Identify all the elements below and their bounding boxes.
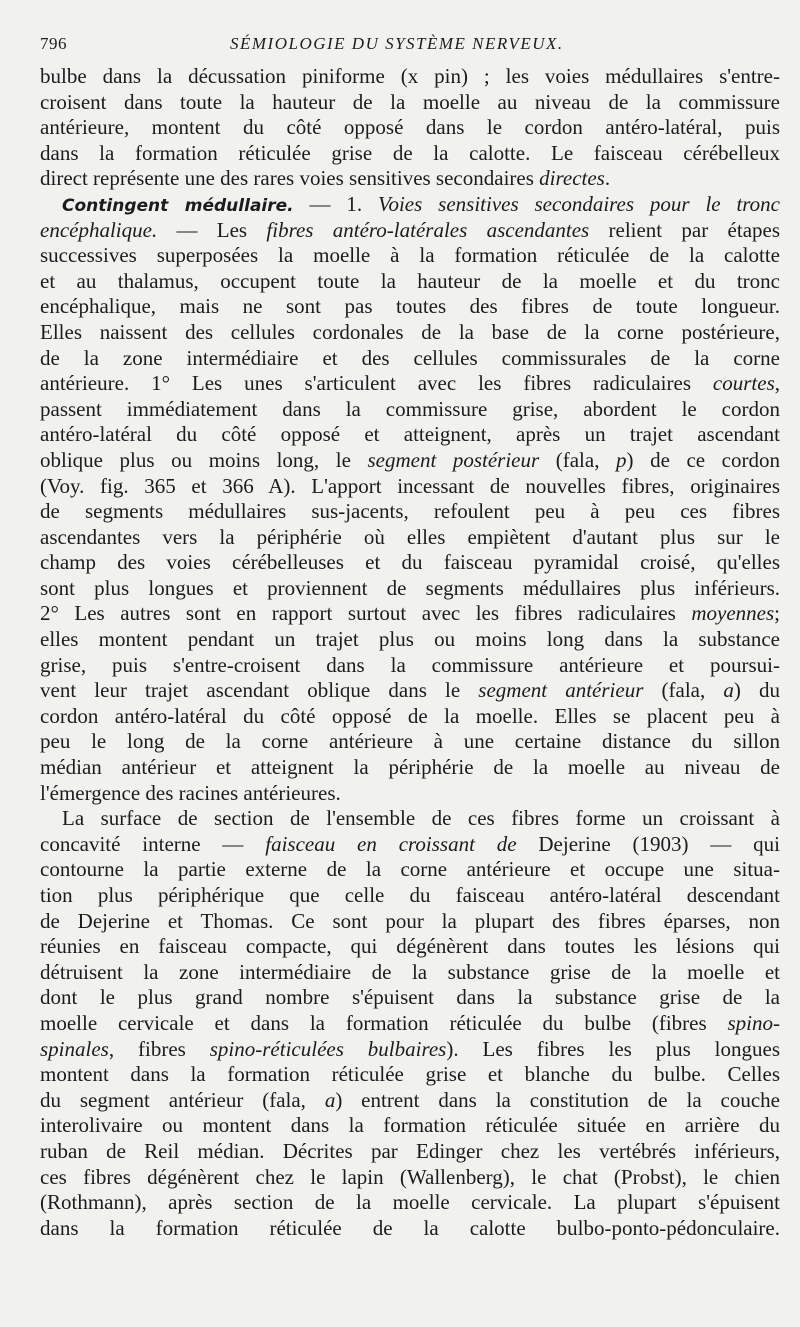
text-line: encéphalique, mais ne sont pas toutes des fibres de toute longueur. bbox=[40, 294, 780, 319]
text-line: antérieure. 1° Les unes s'articulent avec les fibres radiculaires courtes, bbox=[40, 371, 780, 396]
text-line: ascendantes vers la périphérie où elles empiètent d'autant plus sur le bbox=[40, 524, 780, 549]
text-line: interolivaire ou montent dans la formation réticulée située en arrière du bbox=[40, 1113, 780, 1138]
body-text bbox=[40, 64, 780, 1241]
page-header bbox=[40, 30, 780, 60]
text-line: détruisent la zone intermédiaire de la substance grise de la moelle et bbox=[40, 959, 780, 984]
text-line: tion plus périphérique que celle du faisceau antéro-latéral descendant bbox=[40, 883, 780, 907]
text-line: dans la formation réticulée grise de la calotte. Le faisceau cérébelleux bbox=[40, 140, 780, 165]
text-line: ces fibres dégénèrent chez le lapin (Wallenberg), le chat (Probst), le chien bbox=[40, 1164, 780, 1189]
text-line: encéphalique. — Les fibres antéro-latérales ascendantes relient par étapes bbox=[40, 217, 781, 242]
text-line: cordon antéro-latéral du côté opposé de la moelle. Elles se placent peu à bbox=[40, 703, 780, 728]
text-line: oblique plus ou moins long, le segment postérieur (fala, p) de ce cordon bbox=[40, 447, 780, 472]
text-line: bulbe dans la décussation piniforme (x pin) ; les voies médullaires s'entre- bbox=[40, 64, 780, 88]
text-line: ruban de Reil médian. Décrites par Edinger chez les vertébrés inférieurs, bbox=[40, 1138, 780, 1163]
text-line: concavité interne — faisceau en croissant de Dejerine (1903) — qui bbox=[40, 831, 780, 856]
text-line: moelle cervicale et dans la formation réticulée du bulbe (fibres spino- bbox=[40, 1010, 780, 1035]
text-line: de la zone intermédiaire et des cellules commissurales de la corne bbox=[40, 345, 780, 370]
text-line: de segments médullaires sus-jacents, refoulent peu à peu ces fibres bbox=[40, 499, 780, 524]
text-line: de Dejerine et Thomas. Ce sont pour la plupart des fibres éparses, non bbox=[40, 908, 780, 933]
text-line: dans la formation réticulée de la calotte bulbo-ponto-pédonculaire. bbox=[40, 1215, 780, 1240]
text-line: antéro-latéral du côté opposé et atteignent, après un trajet ascendant bbox=[40, 422, 780, 447]
text-line: spinales, fibres spino-réticulées bulbaires). Les fibres les plus longues bbox=[40, 1036, 780, 1061]
text-line: successives superposées la moelle à la formation réticulée de la calotte bbox=[40, 243, 780, 268]
section-heading-line: Contingent médullaire. — 1. Voies sensitives secondaires pour le tronc bbox=[62, 191, 781, 216]
text-line: La surface de section de l'ensemble de ces fibres forme un croissant à bbox=[62, 806, 780, 831]
text-line: antérieure, montent du côté opposé dans le cordon antéro-latéral, puis bbox=[40, 115, 780, 140]
text-line: elles montent pendant un trajet plus ou moins long dans la substance bbox=[40, 627, 780, 652]
text-line: peu le long de la corne antérieure à une certaine distance du sillon bbox=[40, 729, 780, 754]
text-line: et au thalamus, occupent toute la hauteur de la moelle et du tronc bbox=[40, 268, 780, 293]
running-title: SÉMIOLOGIE DU SYSTÈME NERVEUX. bbox=[230, 34, 564, 53]
text-line: (Rothmann), après section de la moelle cervicale. La plupart s'épuisent bbox=[40, 1190, 780, 1215]
text-line: du segment antérieur (fala, a) entrent dans la constitution de la couche bbox=[40, 1087, 780, 1112]
text-line: passent immédiatement dans la commissure grise, abordent le cordon bbox=[40, 396, 780, 421]
text-line: (Voy. fig. 365 et 366 A). L'apport incessant de nouvelles fibres, originaires bbox=[40, 473, 780, 498]
text-line: champ des voies cérébelleuses et du faisceau pyramidal croisé, qu'elles bbox=[40, 550, 780, 575]
text-line: contourne la partie externe de la corne antérieure et occupe une situa- bbox=[40, 857, 780, 882]
text-line: médian antérieur et atteignent la périphérie de la moelle au niveau de bbox=[40, 755, 780, 780]
text-line: 2° Les autres sont en rapport surtout avec les fibres radiculaires moyennes; bbox=[40, 601, 780, 626]
text-line: sont plus longues et proviennent de segments médullaires plus inférieurs. bbox=[40, 575, 780, 600]
text-line: direct représente une des rares voies sensitives secondaires directes. bbox=[40, 166, 611, 191]
text-line: montent dans la formation réticulée grise et blanche du bulbe. Celles bbox=[40, 1062, 780, 1087]
text-line: Elles naissent des cellules cordonales de la base de la corne postérieure, bbox=[40, 319, 780, 344]
text-line: réunies en faisceau compacte, qui dégénèrent dans toutes les lésions qui bbox=[40, 934, 780, 959]
text-line: grise, puis s'entre-croisent dans la commissure antérieure et poursui- bbox=[40, 652, 780, 677]
text-line: dont le plus grand nombre s'épuisent dans la substance grise de la bbox=[40, 985, 780, 1010]
page-number: 796 bbox=[40, 34, 67, 53]
section-heading: Contingent médullaire. bbox=[62, 195, 294, 216]
text-line: vent leur trajet ascendant oblique dans le segment antérieur (fala, a) du bbox=[40, 678, 780, 703]
text-line: l'émergence des racines antérieures. bbox=[40, 780, 341, 805]
text-line: croisent dans toute la hauteur de la moelle au niveau de la commissure bbox=[40, 89, 780, 114]
